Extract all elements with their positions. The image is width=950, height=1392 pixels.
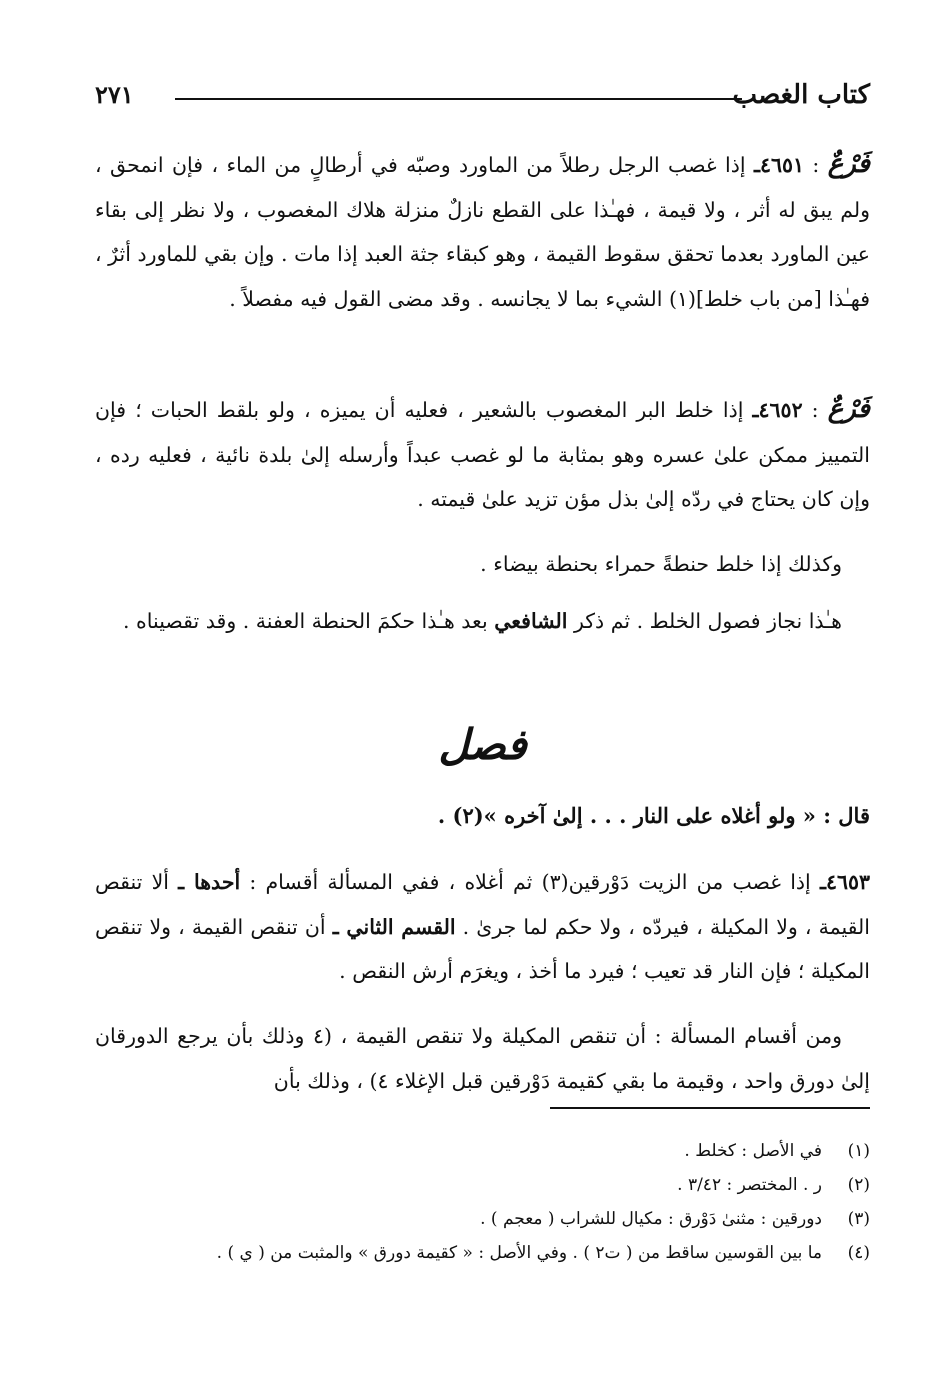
footnote-item <box>95 1236 870 1270</box>
footnotes <box>95 1134 870 1270</box>
far-label: فَرْعٌ <box>827 394 870 424</box>
far-label: فَرْعٌ <box>827 149 870 179</box>
footnote-text: في الأصل : كخلط . <box>684 1141 822 1161</box>
shafii-name: الشافعي <box>494 609 568 633</box>
paragraph-text: إذا غصب من الزيت دَوْرقين(٣) ثم أغلاه ، ففي المسألة أقسام : <box>249 870 811 894</box>
issue-number: ٤٦٥٢ـ <box>752 398 803 422</box>
paragraph-wheat: وكذلك إذا خلط حنطةً حمراء بحنطة بيضاء . <box>480 552 842 576</box>
paragraph-4651: فَرْعٌ : ٤٦٥١ـ إذا غصب الرجل رطلاً من الماورد وصبّه في أرطالٍ من الماء ، فإن انمحق ، ولم يبق له أثر ، ولا قيمة ، فهـٰذا على القطع نازلٌ منزلة هلاك المغصوب ، ولا نظر إلى بقاء عين الماورد بعدما تحقق سقوط القيمة ، وهو كبقاء جثة العبد إذا مات . وإن بقي للماورد أثرٌ ، فهـٰذا [من باب خلط](١) الشيء بما لا يجانسه . وقد مضى القول فيه مفصلاً . <box>95 149 870 311</box>
book-title: كتاب الغصب <box>732 80 870 110</box>
paragraph-mixing-end <box>95 599 870 644</box>
footnote-text: دورقين : مثنىٰ دَوْرق : مكيال للشراب ( معجم ) . <box>480 1209 822 1229</box>
paragraph-text: هـٰذا نجاز فصول الخلط . ثم ذكر <box>573 609 842 633</box>
footnote-rule <box>550 1107 870 1109</box>
paragraph-text: إذا خلط البر المغصوب بالشعير ، فعليه أن يميزه ، ولو بلقط الحبات ؛ فإن التمييز ممكن علىٰ عسره وهو بمثابة ما لو غصب عبداً وأرسله إلىٰ بلدة نائية ، فعليه رده ، وإن كان يحتاج في ردّه إلىٰ بذل مؤن تزيد علىٰ قيمته . <box>95 398 870 511</box>
footnote-text: ما بين القوسين ساقط من ( ت٢ ) . وفي الأصل : « كقيمة دورق » والمثبت من ( ي ) . <box>216 1243 822 1263</box>
page-number: ٢٧١ <box>95 80 134 109</box>
footnote-text: ر . المختصر : ٣/٤٢ . <box>677 1175 822 1195</box>
footnote-number: (٤) <box>847 1243 870 1263</box>
paragraph-text: بعد هـٰذا حكمَ الحنطة العفنة . وقد تقصيناه . <box>123 609 488 633</box>
header-rule <box>175 98 742 100</box>
footnote-number: (٢) <box>847 1175 870 1195</box>
first-category: أحدها ـ <box>178 870 241 894</box>
section-heading-fasl: فصل <box>438 720 527 769</box>
footnote-number: (١) <box>847 1141 870 1161</box>
footnote-item <box>95 1168 870 1202</box>
page-header <box>95 72 870 112</box>
paragraph-categories: ومن أقسام المسألة : أن تنقص المكيلة ولا تنقص القيمة ، (٤ وذلك بأن يرجع الدورقان إلىٰ دورق واحد ، وقيمة ما بقي كقيمة دَوْرقين قبل الإغلاء ٤) ، وذلك بأن <box>95 1024 870 1093</box>
paragraph-text: أن تنقص القيمة ، ولا تنقص المكيلة ؛ فإن النار قد تعيب ؛ فيرد ما أخذ ، ويغرَم أرش النقص . <box>95 914 870 983</box>
footnote-number: (٣) <box>847 1209 870 1229</box>
paragraph-4653 <box>95 860 870 994</box>
page <box>95 72 870 1263</box>
paragraph-text: إذا غصب الرجل رطلاً من الماورد وصبّه في أرطالٍ من الماء ، فإن انمحق ، ولم يبق له أثر ، ولا قيمة ، فهـٰذا على القطع نازلٌ منزلة هلاك المغصوب ، ولا نظر إلى بقاء عين الماورد بعدما تحقق سقوط القيمة ، وهو كبقاء جثة العبد إذا مات . وإن بقي للماورد أثرٌ ، فهـٰذا [من باب خلط](١) الشيء بما لا يجانسه . وقد مضى القول فيه مفصلاً . <box>95 153 870 311</box>
second-category: القسم الثاني ـ <box>332 914 456 939</box>
issue-number: ٤٦٥٣ـ <box>819 870 870 894</box>
paragraph-text: ألا تنقص القيمة ، ولا المكيلة ، فيردّه ، ولا حكم لما جرىٰ . <box>95 870 870 939</box>
footnote-item <box>95 1134 870 1168</box>
paragraph-4652: فَرْعٌ : ٤٦٥٢ـ إذا خلط البر المغصوب بالشعير ، فعليه أن يميزه ، ولو بلقط الحبات ؛ فإن التمييز ممكن علىٰ عسره وهو بمثابة ما لو غصب عبداً وأرسله إلىٰ بلدة نائية ، فعليه رده ، وإن كان يحتاج في ردّه إلىٰ بذل مؤن تزيد علىٰ قيمته . <box>95 394 870 511</box>
footnote-item <box>95 1202 870 1236</box>
qal-quote: قال : « ولو أغلاه على النار . . . إلىٰ آخره »(٢) . <box>437 803 870 828</box>
issue-number: ٤٦٥١ـ <box>753 153 805 177</box>
